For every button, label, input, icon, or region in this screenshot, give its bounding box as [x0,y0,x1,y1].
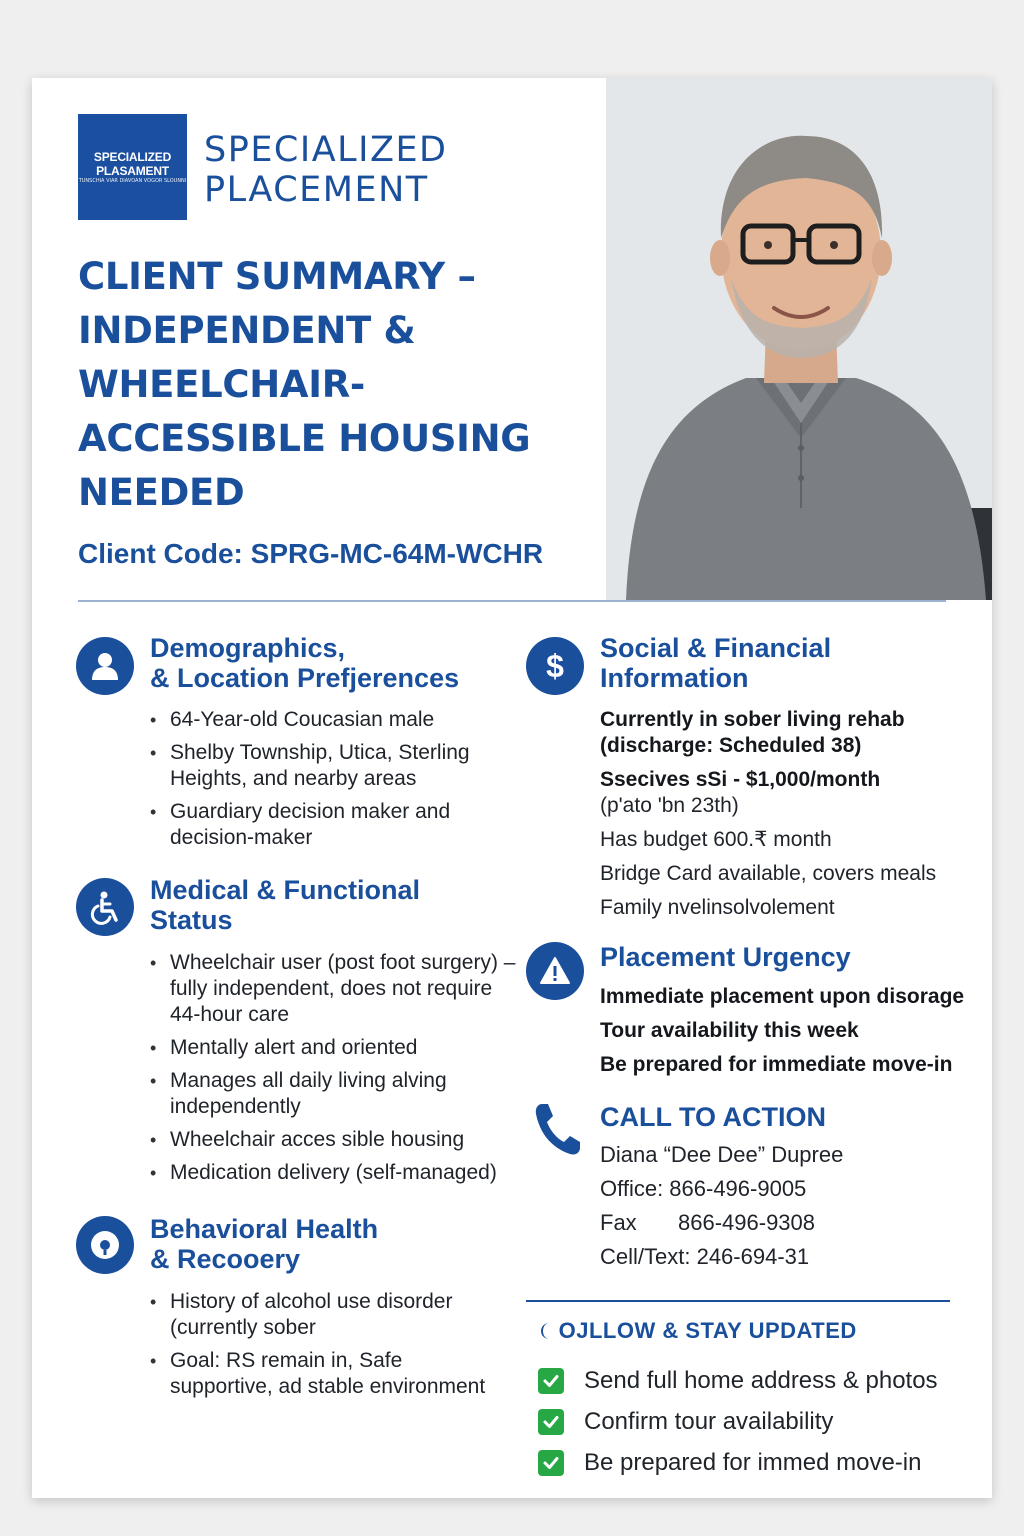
list-item: • Goal: RS remain in, Safe supportive, ad stable environment [150,1348,510,1400]
checklist-text: Be prepared for immed move-in [584,1448,922,1476]
warning-icon [526,942,584,1000]
urgency-title: Placement Urgency [600,942,851,972]
dollar-icon: $ [526,637,584,695]
list-item: • Medication delivery (self-managed) [150,1160,520,1186]
checklist-item [538,1360,938,1401]
cell-phone: Cell/Text: 246-694-31 [600,1244,810,1269]
brain-icon [76,1216,134,1274]
checklist-item [538,1442,938,1483]
office-phone: Office: 866-496-9005 [600,1176,807,1201]
follow-title [538,1318,857,1344]
checklist-item [538,1401,938,1442]
client-code: Client Code: SPRG-MC-64M-WCHR [78,538,544,569]
title-line: WHEELCHAIR- [78,363,365,406]
check-icon [538,1409,564,1435]
list-item: • Manages all daily living alving independently [150,1068,520,1120]
demographics-title-line1: Demographics, [150,633,346,663]
social-row: Family nvelinsolvolement [600,896,835,919]
urgency-details [600,984,964,1086]
social-title [600,633,831,693]
list-item: • Wheelchair user (post foot surgery) –fully independent, does not require 44-hour care [150,950,520,1028]
urgency-row: Immediate placement upon disorage [600,985,965,1008]
behavioral-title [150,1214,378,1274]
title-line: ACCESSIBLE HOUSING [78,417,531,460]
demographics-title-line2: & Location Prefjerences [150,663,460,693]
fax-row [600,1210,843,1236]
social-row: Has budget 600.₹ month [600,828,832,851]
client-summary-card [32,78,992,1498]
title-line: INDEPENDENT & [78,309,416,352]
check-icon [538,1368,564,1394]
list-item: • Mentally alert and oriented [150,1035,520,1061]
demographics-list [150,707,480,858]
behavioral-list [150,1289,510,1407]
title-line: NEEDED [78,471,245,514]
check-icon [538,1450,564,1476]
contact-details [600,1142,843,1278]
medical-title [150,875,420,935]
social-row: Ssecives sSi - $1,000/month [600,768,881,791]
brand-line1: SPECIALIZED [204,130,448,170]
follow-divider [526,1300,950,1302]
list-item: • 64-Year-old Coucasian male [150,707,480,733]
behavioral-title-line1: Behavioral Health [150,1214,379,1244]
social-row: Bridge Card available, covers meals [600,862,937,885]
social-row: (p'ato 'bn 23th) [600,794,739,817]
brand-line2: PLACEMENT [204,170,429,210]
person-icon [76,637,134,695]
phone-icon [532,1100,584,1162]
medical-title-line2: Status [150,905,233,935]
list-item: • History of alcohol use disorder (currently sober [150,1289,510,1341]
checklist-text: Confirm tour availability [584,1407,834,1435]
company-logo [78,114,187,220]
logo-tagline: TUNSCHIA VIAR DIAVOAN VOGOR SLOUNNI [78,177,187,184]
social-row: (discharge: Scheduled 38) [600,734,862,757]
brand-name [204,130,448,210]
urgency-row: Tour availability this week [600,1019,859,1042]
list-item: • Shelby Township, Utica, Sterling Heights, and nearby areas [150,740,480,792]
title-line: CLIENT SUMMARY – [78,255,476,298]
behavioral-title-line2: & Recooery [150,1244,301,1274]
page-title [78,250,598,520]
client-photo [606,78,992,600]
medical-title-line1: Medical & Functional [150,875,421,905]
demographics-title [150,633,459,693]
social-title-line1: Social & Financial [600,633,832,663]
contact-name: Diana “Dee Dee” Dupree [600,1142,844,1167]
cta-title: CALL TO ACTION [600,1102,826,1132]
social-title-line2: Information [600,663,749,693]
checklist-text: Send full home address & photos [584,1366,938,1394]
moon-icon [538,1320,552,1338]
list-item: • Wheelchair acces sible housing [150,1127,520,1153]
social-row: Currently in sober living rehab [600,708,905,731]
header-divider [78,600,946,602]
logo-text-line1: SPECIALIZED [93,149,172,164]
logo-text-line2: PLASAMENT [96,163,169,178]
fax-number: 866-496-9308 [678,1210,816,1235]
follow-title-text: OJLLOW & STAY UPDATED [558,1318,857,1343]
medical-list [150,950,520,1193]
social-details [600,707,936,929]
follow-checklist [538,1360,938,1483]
fax-label: Fax [600,1210,637,1235]
list-item: • Guardiary decision maker and decision-maker [150,799,480,851]
urgency-row: Be prepared for immediate move-in [600,1053,953,1076]
wheelchair-icon [76,878,134,936]
